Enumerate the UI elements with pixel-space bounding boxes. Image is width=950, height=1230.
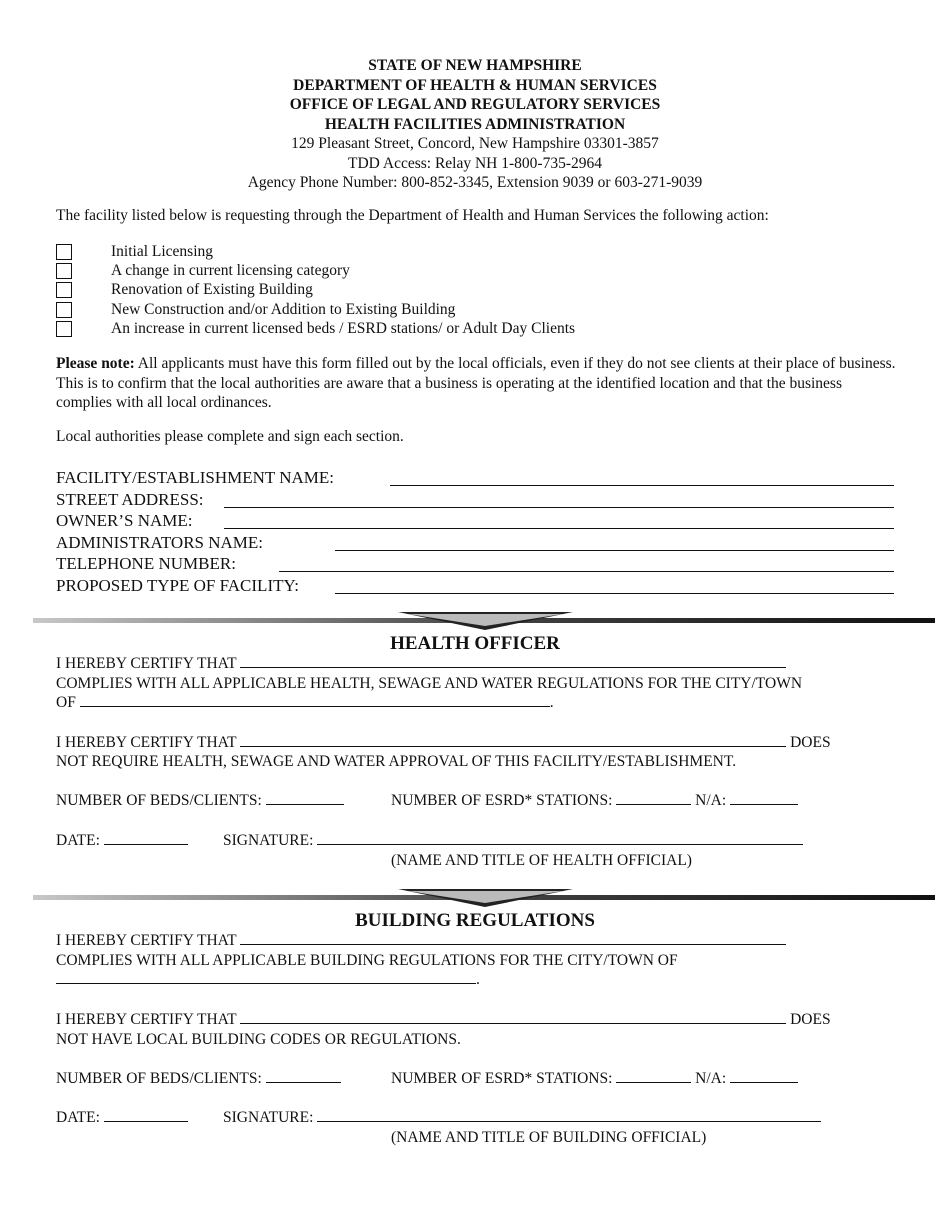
- period: .: [549, 694, 554, 711]
- facility-type-label: PROPOSED TYPE OF FACILITY:: [56, 576, 299, 595]
- health-certify-1: [56, 655, 786, 673]
- owner-name-field[interactable]: [224, 528, 894, 529]
- header-address: 129 Pleasant Street, Concord, New Hampshire 03301-3857: [291, 135, 659, 152]
- period: .: [476, 971, 480, 988]
- building-date-row: [56, 1109, 188, 1127]
- health-exempt-field[interactable]: [240, 734, 786, 747]
- building-signature-row: [223, 1109, 821, 1127]
- building-signature-caption: (NAME AND TITLE OF BUILDING OFFICIAL): [391, 1129, 707, 1146]
- health-na-field[interactable]: [730, 792, 798, 805]
- divider-ornament: [398, 610, 573, 632]
- certify-text: I HEREBY CERTIFY THAT: [56, 734, 237, 751]
- street-address-field[interactable]: [224, 507, 894, 508]
- health-beds-field[interactable]: [266, 792, 344, 805]
- building-beds-field[interactable]: [266, 1070, 341, 1083]
- street-address-label: STREET ADDRESS:: [56, 490, 204, 509]
- esrd-label: NUMBER OF ESRD* STATIONS:: [391, 1070, 613, 1087]
- health-date-row: [56, 832, 188, 850]
- health-beds-row: [56, 792, 344, 810]
- checkbox[interactable]: [56, 263, 72, 279]
- divider-ornament: [398, 887, 573, 909]
- checkbox[interactable]: [56, 244, 72, 260]
- building-signature-field[interactable]: [317, 1109, 821, 1122]
- health-esrd-row: [391, 792, 798, 810]
- facility-type-field[interactable]: [335, 593, 894, 594]
- health-esrd-field[interactable]: [616, 792, 691, 805]
- facility-name-label: FACILITY/ESTABLISHMENT NAME:: [56, 468, 335, 487]
- building-na-field[interactable]: [730, 1070, 798, 1083]
- beds-label: NUMBER OF BEDS/CLIENTS:: [56, 1070, 262, 1087]
- building-date-field[interactable]: [104, 1109, 188, 1122]
- health-officer-title: HEALTH OFFICER: [390, 633, 560, 654]
- date-label: DATE:: [56, 832, 100, 849]
- beds-label: NUMBER OF BEDS/CLIENTS:: [56, 792, 262, 809]
- telephone-label: TELEPHONE NUMBER:: [56, 554, 236, 573]
- checkbox[interactable]: [56, 321, 72, 337]
- building-not-have: NOT HAVE LOCAL BUILDING CODES OR REGULATIONS.: [56, 1031, 461, 1048]
- note-text: All applicants must have this form filled out by the local officials, even if they do not see clients at their place of business. This is to confirm that the local authorities are aware that a business is operating at the identified location and that the business complies with all local ordinances.: [56, 355, 896, 411]
- facility-name-field[interactable]: [390, 485, 894, 486]
- does-text: DOES: [790, 1011, 831, 1028]
- local-instruction: Local authorities please complete and sign each section.: [56, 428, 404, 445]
- health-certify-2: [56, 734, 831, 752]
- health-complies: COMPLIES WITH ALL APPLICABLE HEALTH, SEWAGE AND WATER REGULATIONS FOR THE CITY/TOWN: [56, 675, 803, 692]
- checkbox[interactable]: [56, 302, 72, 318]
- header-administration: HEALTH FACILITIES ADMINISTRATION: [324, 115, 626, 133]
- telephone-field[interactable]: [279, 571, 894, 572]
- owner-name-label: OWNER’S NAME:: [56, 511, 193, 530]
- certify-text: I HEREBY CERTIFY THAT: [56, 932, 237, 949]
- health-facility-field[interactable]: [240, 655, 786, 668]
- building-esrd-row: [391, 1070, 798, 1088]
- checkbox[interactable]: [56, 282, 72, 298]
- certify-text: I HEREBY CERTIFY THAT: [56, 1011, 237, 1028]
- header-department: DEPARTMENT OF HEALTH & HUMAN SERVICES: [293, 76, 657, 94]
- header-tdd: TDD Access: Relay NH 1-800-735-2964: [348, 154, 602, 172]
- administrator-name-field[interactable]: [335, 550, 894, 551]
- header-state: STATE OF NEW HAMPSHIRE: [368, 57, 582, 74]
- building-beds-row: [56, 1070, 341, 1088]
- health-signature-row: [223, 832, 803, 850]
- health-signature-field[interactable]: [317, 832, 803, 845]
- health-date-field[interactable]: [104, 832, 188, 845]
- administrator-name-label: ADMINISTRATORS NAME:: [56, 533, 264, 552]
- building-facility-field[interactable]: [240, 932, 786, 945]
- health-not-require: NOT REQUIRE HEALTH, SEWAGE AND WATER APPROVAL OF THIS FACILITY/ESTABLISHMENT.: [56, 753, 737, 770]
- header-block: [0, 56, 950, 193]
- health-city-town: [56, 694, 554, 712]
- building-exempt-field[interactable]: [240, 1011, 786, 1024]
- certify-text: I HEREBY CERTIFY THAT: [56, 655, 237, 672]
- na-label: N/A:: [695, 1070, 727, 1087]
- health-city-town-field[interactable]: [80, 694, 550, 707]
- building-city-town: [56, 971, 480, 989]
- building-esrd-field[interactable]: [616, 1070, 691, 1083]
- intro-text: The facility listed below is requesting through the Department of Health and Human Services the following action:: [56, 207, 769, 224]
- please-note: [56, 354, 901, 413]
- na-label: N/A:: [695, 792, 727, 809]
- health-signature-caption: (NAME AND TITLE OF HEALTH OFFICIAL): [391, 852, 692, 869]
- of-text: OF: [56, 694, 76, 711]
- header-phone: Agency Phone Number: 800-852-3345, Extension 9039 or 603-271-9039: [247, 174, 703, 191]
- building-city-town-field[interactable]: [56, 971, 476, 984]
- note-label: Please note:: [56, 355, 135, 372]
- signature-label: SIGNATURE:: [223, 832, 314, 849]
- building-certify-1: [56, 932, 786, 950]
- building-complies: COMPLIES WITH ALL APPLICABLE BUILDING REGULATIONS FOR THE CITY/TOWN OF: [56, 952, 678, 969]
- esrd-label: NUMBER OF ESRD* STATIONS:: [391, 792, 613, 809]
- header-office: OFFICE OF LEGAL AND REGULATORY SERVICES: [289, 96, 661, 113]
- does-text: DOES: [790, 734, 831, 751]
- date-label: DATE:: [56, 1109, 100, 1126]
- building-regulations-title: BUILDING REGULATIONS: [355, 910, 595, 931]
- signature-label: SIGNATURE:: [223, 1109, 314, 1126]
- building-certify-2: [56, 1011, 831, 1029]
